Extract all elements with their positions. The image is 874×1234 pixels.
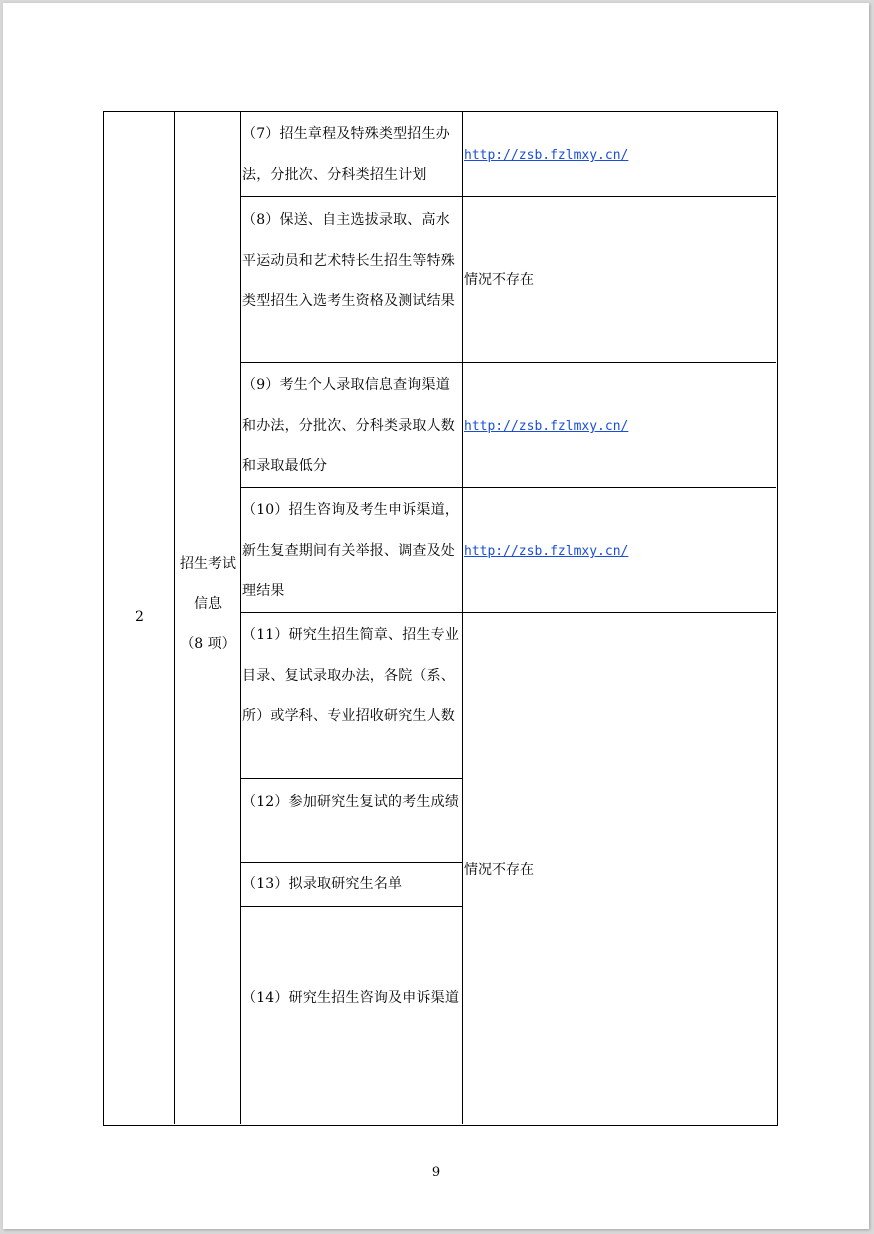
page-number: 9 <box>431 1165 441 1180</box>
item-12-label: （12）参加研究生复试的考生成绩 <box>242 794 460 810</box>
category-line-3: （8 项） <box>180 636 236 652</box>
category-line-1: 招生考试 <box>180 556 236 572</box>
disclosure-table <box>103 111 778 1126</box>
row-divider-10 <box>240 612 776 613</box>
item-9-label: （9）考生个人录取信息查询渠道和办法，分批次、分科类录取人数和录取最低分 <box>242 377 455 474</box>
item-8-label: （8）保送、自主选拔录取、高水平运动员和艺术特长生招生等特殊类型招生入选考生资格及测试结果 <box>242 212 455 309</box>
item-13-label: （13）拟录取研究生名单 <box>242 876 403 892</box>
row-divider-11 <box>240 778 462 779</box>
item-7-value[interactable] <box>463 145 776 166</box>
row-divider-12 <box>240 862 462 863</box>
row-number: 2 <box>135 609 144 625</box>
item-9-link[interactable]: http://zsb.fzlmxy.cn/ <box>464 419 629 434</box>
category-cell <box>175 544 241 664</box>
item-8-value: 情况不存在 <box>464 272 534 288</box>
item-10-value[interactable] <box>463 541 776 562</box>
item-10-link[interactable]: http://zsb.fzlmxy.cn/ <box>464 544 629 559</box>
row-divider-8 <box>240 362 776 363</box>
row-divider-7 <box>240 196 776 197</box>
item-9-value[interactable] <box>463 416 776 437</box>
category-line-2: 信息 <box>194 596 222 612</box>
item-7-link[interactable]: http://zsb.fzlmxy.cn/ <box>464 148 629 163</box>
document-page <box>3 3 869 1229</box>
row-divider-13 <box>240 906 462 907</box>
merged-value: 情况不存在 <box>464 862 534 878</box>
row-divider-9 <box>240 487 776 488</box>
item-11-label: （11）研究生招生简章、招生专业目录、复试录取办法，各院（系、所）或学科、专业招收研究生人数 <box>242 627 460 724</box>
item-14-label: （14）研究生招生咨询及申诉渠道 <box>242 990 460 1006</box>
item-10-label: （10）招生咨询及考生申诉渠道，新生复查期间有关举报、调查及处理结果 <box>242 502 460 599</box>
item-7-label: （7）招生章程及特殊类型招生办法，分批次、分科类招生计划 <box>242 126 450 183</box>
